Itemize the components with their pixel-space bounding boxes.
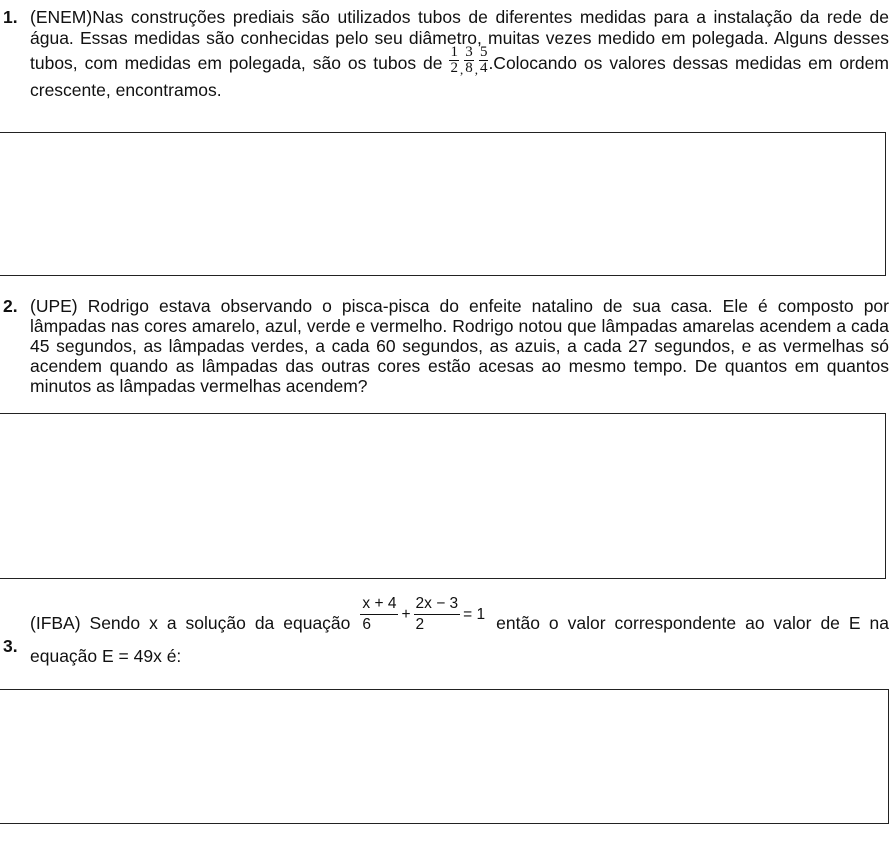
fraction: $\frac{2x - 3}{2}$ bbox=[415, 595, 459, 633]
question-1 bbox=[0, 7, 889, 101]
question-text: (ENEM)Nas construções prediais são utilizados tubos de diferentes medidas para a instalação da rede de água. Essas medidas são conhecidas pelo seu diâmetro, muitas vezes medido em polegada. Alguns desses tubos, com medidas em polegada, são os tubos de $\frac{1}{2}$ , $\frac{3}{8}$ , $\frac{5}{4}$ .Colocando os valores dessas medidas em ordem crescente, encontramos. bbox=[30, 7, 889, 100]
answer-box-2[interactable] bbox=[0, 413, 886, 579]
answer-box-3[interactable] bbox=[0, 689, 889, 824]
fraction: $\frac{x + 4}{6}$ bbox=[362, 595, 397, 633]
question-text: (UPE) Rodrigo estava observando o pisca-pisca do enfeite natalino de sua casa. Ele é composto por lâmpadas nas cores amarelo, azul, verde e vermelho. Rodrigo notou que lâmpadas amarelas acendem a cada 45 segundos, as lâmpadas verdes, a cada 60 segundos, as azuis, a cada 27 segundos, e as vermelhas só acendem quando as lâmpadas das outras cores estão acesas ao mesmo tempo. De quantos em quantos minutos as lâmpadas vermelhas acendem? bbox=[30, 296, 889, 396]
equation: $\frac{x + 4}{6}$ + $\frac{2x - 3}{2}$ = 1 bbox=[362, 595, 486, 633]
answer-box-1[interactable] bbox=[0, 132, 886, 276]
question-text: (IFBA) Sendo x a solução da equação $\frac{x + 4}{6}$ + $\frac{2x - 3}{2}$ = 1 então o valor correspondente ao valor de E na equação E = 49x é: bbox=[30, 595, 889, 666]
question-2 bbox=[0, 296, 889, 396]
question-3 bbox=[0, 595, 889, 667]
question-number: 3. bbox=[3, 636, 18, 656]
fraction: $\frac{3}{8}$ bbox=[465, 44, 473, 76]
question-number: 1. bbox=[3, 7, 18, 27]
question-number: 2. bbox=[3, 296, 18, 316]
fraction: $\frac{1}{2}$ bbox=[450, 44, 458, 76]
fraction: $\frac{5}{4}$ bbox=[479, 44, 488, 76]
